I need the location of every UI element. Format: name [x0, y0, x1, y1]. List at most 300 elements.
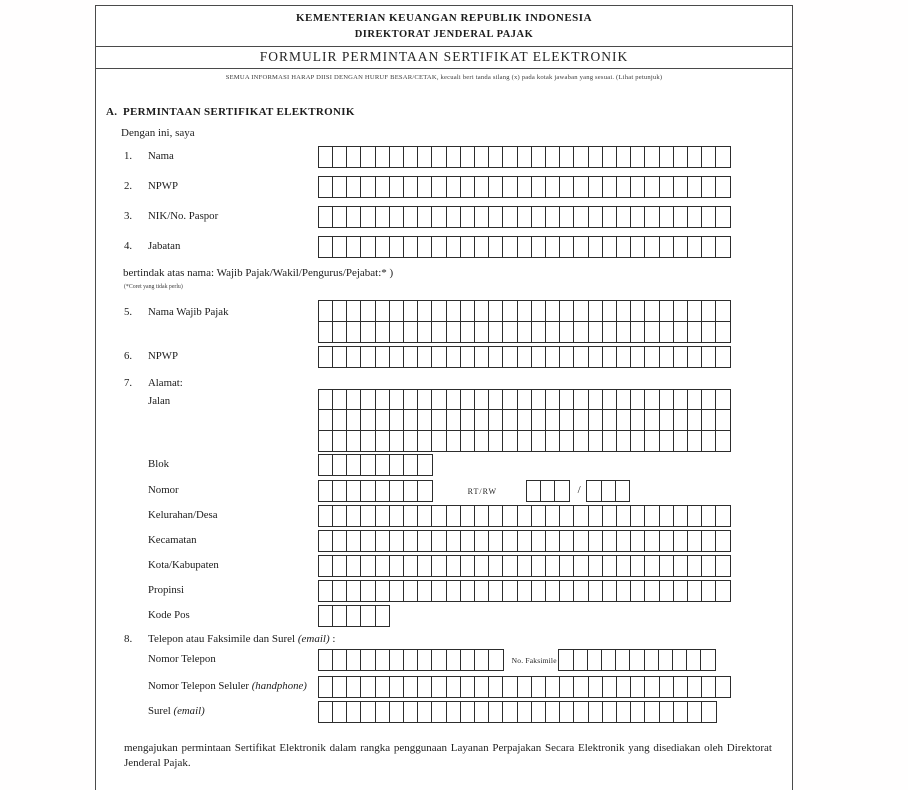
char-box: [502, 530, 518, 552]
field-label-text: Nama: [148, 150, 174, 162]
npwp-input-grid[interactable]: [319, 176, 731, 198]
char-box: [687, 300, 703, 322]
char-box: [360, 346, 376, 368]
char-box: [488, 649, 504, 671]
char-box: [460, 321, 476, 343]
char-box: [431, 346, 447, 368]
char-box: [701, 300, 717, 322]
field-label-italic: (email): [173, 705, 205, 718]
char-box: [630, 176, 646, 198]
char-box: [559, 430, 575, 452]
char-box: [602, 701, 618, 723]
char-box: [318, 454, 334, 476]
char-box: [346, 649, 362, 671]
char-box: [616, 676, 632, 698]
nama-input-grid[interactable]: [319, 146, 731, 168]
grid-line-1[interactable]: [319, 300, 731, 322]
char-box: [488, 701, 504, 723]
char-box: [517, 555, 533, 577]
char-box: [573, 649, 589, 671]
char-box: [389, 580, 405, 602]
char-box: [687, 389, 703, 411]
field-label-seluler: [124, 676, 319, 692]
char-box: [644, 530, 660, 552]
section-a-title: PERMINTAAN SERTIFIKAT ELEKTRONIK: [123, 106, 355, 118]
char-box: [531, 505, 547, 527]
nik-input-grid[interactable]: [319, 206, 731, 228]
char-box: [332, 701, 348, 723]
form-letterhead: [96, 6, 792, 47]
char-box: [332, 409, 348, 431]
char-box: [502, 176, 518, 198]
field-label-kota: Kota/Kabupaten: [148, 559, 219, 572]
char-box: [332, 555, 348, 577]
char-box: [446, 409, 462, 431]
char-box: [375, 701, 391, 723]
char-box: [715, 430, 731, 452]
char-box: [659, 409, 675, 431]
char-box: [630, 389, 646, 411]
char-box: [559, 346, 575, 368]
char-box: [715, 176, 731, 198]
char-box: [474, 346, 490, 368]
char-box: [602, 555, 618, 577]
char-box: [346, 605, 362, 627]
char-box: [517, 300, 533, 322]
field-row-nik: [124, 206, 792, 228]
char-box: [616, 530, 632, 552]
char-box: [673, 176, 689, 198]
char-box: [474, 176, 490, 198]
char-box: [615, 649, 631, 671]
field-number: 7.: [124, 376, 133, 389]
char-box: [715, 236, 731, 258]
char-box: [545, 409, 561, 431]
char-box: [531, 430, 547, 452]
char-box: [588, 236, 604, 258]
char-box: [602, 300, 618, 322]
char-box: [673, 430, 689, 452]
char-box: [332, 176, 348, 198]
char-box: [658, 649, 674, 671]
char-box: [474, 236, 490, 258]
char-box: [616, 300, 632, 322]
char-box: [588, 146, 604, 168]
char-box: [446, 530, 462, 552]
char-box: [431, 389, 447, 411]
char-box: [602, 505, 618, 527]
char-box: [502, 389, 518, 411]
char-box: [332, 580, 348, 602]
char-box: [573, 206, 589, 228]
grid-line-3[interactable]: [319, 430, 731, 452]
char-box: [488, 300, 504, 322]
char-box: [673, 321, 689, 343]
char-box: [389, 480, 405, 502]
char-box: [545, 530, 561, 552]
char-box: [616, 146, 632, 168]
char-box: [715, 676, 731, 698]
char-box: [375, 676, 391, 698]
char-box: [531, 206, 547, 228]
char-box: [488, 555, 504, 577]
char-box: [502, 409, 518, 431]
char-box: [545, 580, 561, 602]
char-box: [375, 530, 391, 552]
char-box: [573, 176, 589, 198]
char-box: [630, 300, 646, 322]
char-box: [346, 530, 362, 552]
char-box: [673, 206, 689, 228]
char-box: [517, 206, 533, 228]
char-box: [588, 530, 604, 552]
char-box: [517, 146, 533, 168]
char-box: [488, 409, 504, 431]
kecamatan-input-grid[interactable]: [319, 530, 731, 552]
char-box: [588, 555, 604, 577]
char-box: [460, 649, 476, 671]
char-box: [701, 701, 717, 723]
char-box: [687, 505, 703, 527]
char-box: [687, 701, 703, 723]
char-box: [517, 676, 533, 698]
field-number: 1.: [124, 150, 133, 162]
kota-input-grid[interactable]: [319, 555, 731, 577]
char-box: [673, 580, 689, 602]
field-label-italic: (handphone): [251, 680, 307, 693]
char-box: [715, 146, 731, 168]
char-box: [318, 389, 334, 411]
char-box: [375, 555, 391, 577]
char-box: [360, 505, 376, 527]
char-box: [417, 505, 433, 527]
char-box: [474, 146, 490, 168]
char-box: [517, 701, 533, 723]
char-box: [375, 430, 391, 452]
char-box: [673, 505, 689, 527]
char-box: [360, 146, 376, 168]
char-box: [629, 649, 645, 671]
char-box: [644, 206, 660, 228]
char-box: [346, 454, 362, 476]
char-box: [687, 530, 703, 552]
char-box: [502, 430, 518, 452]
kode-pos-input-grid[interactable]: [319, 605, 390, 627]
char-box: [715, 580, 731, 602]
char-box: [488, 176, 504, 198]
field-label-text: Telepon atau Faksimile dan Surel: [148, 633, 298, 646]
char-box: [460, 346, 476, 368]
char-box: [460, 206, 476, 228]
char-box: [659, 580, 675, 602]
char-box: [502, 236, 518, 258]
nama-wajib-pajak-input-grid[interactable]: [319, 300, 731, 343]
blok-input-grid[interactable]: [319, 454, 433, 476]
char-box: [474, 300, 490, 322]
char-box: [318, 505, 334, 527]
char-box: [687, 176, 703, 198]
char-box: [531, 321, 547, 343]
char-box: [517, 580, 533, 602]
field-label-nomor: Nomor: [148, 484, 179, 497]
char-box: [431, 505, 447, 527]
char-box: [602, 236, 618, 258]
jalan-input-grid[interactable]: [319, 389, 731, 452]
char-box: [644, 676, 660, 698]
surel-input-grid[interactable]: [319, 701, 717, 723]
form-border: [95, 5, 793, 790]
char-box: [332, 454, 348, 476]
char-box: [531, 676, 547, 698]
closing-statement: mengajukan permintaan Sertifikat Elektronik dalam rangka penggunaan Layanan Perpajakan Secara Elektronik yang disediakan oleh Direktorat Jenderal Pajak.: [124, 742, 772, 770]
field-label-jalan: Jalan: [148, 394, 171, 407]
char-box: [375, 176, 391, 198]
char-box: [417, 206, 433, 228]
char-box: [318, 430, 334, 452]
char-box: [602, 389, 618, 411]
char-box: [332, 530, 348, 552]
field-row-jalan: [124, 389, 792, 452]
char-box: [389, 176, 405, 198]
char-box: [318, 605, 334, 627]
char-box: [545, 701, 561, 723]
char-box: [417, 555, 433, 577]
char-box: [431, 430, 447, 452]
char-box: [673, 701, 689, 723]
char-box: [488, 505, 504, 527]
char-box: [360, 701, 376, 723]
char-box: [346, 236, 362, 258]
char-box: [517, 409, 533, 431]
char-box: [588, 176, 604, 198]
field-row-surel: [124, 701, 792, 723]
char-box: [375, 206, 391, 228]
char-box: [488, 346, 504, 368]
char-box: [417, 236, 433, 258]
jabatan-input-grid[interactable]: [319, 236, 731, 258]
char-box: [403, 480, 419, 502]
char-box: [559, 530, 575, 552]
char-box: [488, 430, 504, 452]
char-box: [602, 430, 618, 452]
char-box: [545, 430, 561, 452]
char-box: [375, 580, 391, 602]
seluler-input-grid[interactable]: [319, 676, 731, 698]
propinsi-input-grid[interactable]: [319, 580, 731, 602]
char-box: [531, 580, 547, 602]
char-box: [701, 346, 717, 368]
rw-input-grid[interactable]: [588, 480, 631, 502]
char-box: [360, 676, 376, 698]
char-box: [558, 649, 574, 671]
char-box: [403, 321, 419, 343]
char-box: [318, 701, 334, 723]
char-box: [602, 530, 618, 552]
char-box: [573, 236, 589, 258]
char-box: [460, 676, 476, 698]
char-box: [545, 176, 561, 198]
char-box: [375, 389, 391, 411]
char-box: [389, 430, 405, 452]
faksimile-input-grid[interactable]: [560, 649, 716, 671]
char-box: [389, 649, 405, 671]
char-box: [332, 206, 348, 228]
section-a-heading: [106, 106, 792, 118]
char-box: [446, 236, 462, 258]
char-box: [502, 701, 518, 723]
char-box: [616, 389, 632, 411]
char-box: [488, 676, 504, 698]
nomor-telepon-input-grid[interactable]: [319, 649, 504, 671]
char-box: [545, 321, 561, 343]
char-box: [644, 701, 660, 723]
strike-out-footnote: (*Coret yang tidak perlu): [124, 284, 183, 290]
char-box: [601, 480, 617, 502]
directorate-name: DIREKTORAT JENDERAL PAJAK: [354, 29, 534, 40]
char-box: [318, 346, 334, 368]
char-box: [417, 580, 433, 602]
char-box: [531, 146, 547, 168]
char-box: [488, 206, 504, 228]
field-label-kode-pos: Kode Pos: [148, 609, 190, 622]
char-box: [474, 580, 490, 602]
nomor-input-grid[interactable]: [319, 480, 433, 502]
grid-line-2[interactable]: [319, 321, 731, 343]
char-box: [687, 146, 703, 168]
char-box: [644, 649, 660, 671]
char-box: [332, 676, 348, 698]
field-number: 8.: [124, 633, 133, 646]
char-box: [502, 321, 518, 343]
char-box: [573, 146, 589, 168]
char-box: [602, 176, 618, 198]
field-number: 3.: [124, 210, 133, 222]
char-box: [659, 505, 675, 527]
char-box: [318, 555, 334, 577]
char-box: [517, 176, 533, 198]
char-box: [375, 346, 391, 368]
char-box: [389, 236, 405, 258]
field-label-text: Nama Wajib Pajak: [148, 306, 229, 318]
char-box: [715, 555, 731, 577]
char-box: [573, 676, 589, 698]
char-box: [630, 321, 646, 343]
char-box: [446, 300, 462, 322]
fill-instruction: SEMUA INFORMASI HARAP DIISI DENGAN HURUF BESAR/CETAK, kecuali beri tanda silang (x) pada kotak jawaban yang sesuai. (Lihat petunjuk): [225, 74, 663, 81]
char-box: [588, 321, 604, 343]
char-box: [360, 300, 376, 322]
char-box: [346, 206, 362, 228]
char-box: [488, 321, 504, 343]
char-box: [559, 300, 575, 322]
char-box: [403, 530, 419, 552]
char-box: [630, 701, 646, 723]
field-label-nama-wajib-pajak: [124, 300, 319, 318]
char-box: [389, 530, 405, 552]
char-box: [332, 605, 348, 627]
char-box: [474, 530, 490, 552]
char-box: [460, 430, 476, 452]
char-box: [715, 505, 731, 527]
char-box: [332, 389, 348, 411]
field-label-kelurahan: Kelurahan/Desa: [148, 509, 218, 522]
char-box: [417, 176, 433, 198]
char-box: [332, 146, 348, 168]
char-box: [417, 454, 433, 476]
char-box: [446, 321, 462, 343]
field-label-propinsi: Propinsi: [148, 584, 184, 597]
char-box: [659, 676, 675, 698]
field-number: 4.: [124, 240, 133, 252]
field-label-text: Jabatan: [148, 240, 181, 252]
char-box: [602, 146, 618, 168]
char-box: [431, 580, 447, 602]
field-label-surel: [124, 701, 319, 717]
char-box: [659, 300, 675, 322]
rt-input-grid[interactable]: [527, 480, 570, 502]
char-box: [687, 346, 703, 368]
field-row-blok: [124, 454, 792, 476]
char-box: [474, 321, 490, 343]
char-box: [659, 146, 675, 168]
char-box: [474, 430, 490, 452]
char-box: [360, 605, 376, 627]
char-box: [431, 176, 447, 198]
char-box: [588, 206, 604, 228]
char-box: [318, 409, 334, 431]
npwp-2-input-grid[interactable]: [319, 346, 731, 368]
field-label-npwp: [124, 176, 319, 192]
char-box: [554, 480, 570, 502]
section-a-number: A.: [106, 106, 118, 118]
char-box: [630, 555, 646, 577]
char-box: [389, 321, 405, 343]
char-box: [389, 300, 405, 322]
char-box: [502, 580, 518, 602]
char-box: [701, 321, 717, 343]
char-box: [630, 676, 646, 698]
char-box: [545, 555, 561, 577]
field-label-nik: [124, 206, 319, 222]
char-box: [360, 480, 376, 502]
char-box: [644, 300, 660, 322]
char-box: [559, 676, 575, 698]
grid-line-1[interactable]: [319, 389, 731, 411]
field-row-nama-wajib-pajak: [124, 300, 792, 343]
char-box: [375, 146, 391, 168]
char-box: [446, 346, 462, 368]
char-box: [375, 649, 391, 671]
char-box: [616, 580, 632, 602]
char-box: [616, 505, 632, 527]
char-box: [659, 430, 675, 452]
kelurahan-input-grid[interactable]: [319, 505, 731, 527]
char-box: [700, 649, 716, 671]
char-box: [673, 146, 689, 168]
grid-line-2[interactable]: [319, 409, 731, 431]
char-box: [701, 176, 717, 198]
field-row-seluler: [124, 676, 792, 698]
char-box: [686, 649, 702, 671]
char-box: [389, 676, 405, 698]
char-box: [346, 480, 362, 502]
char-box: [517, 236, 533, 258]
char-box: [460, 300, 476, 322]
char-box: [488, 389, 504, 411]
char-box: [318, 300, 334, 322]
char-box: [346, 676, 362, 698]
char-box: [573, 409, 589, 431]
